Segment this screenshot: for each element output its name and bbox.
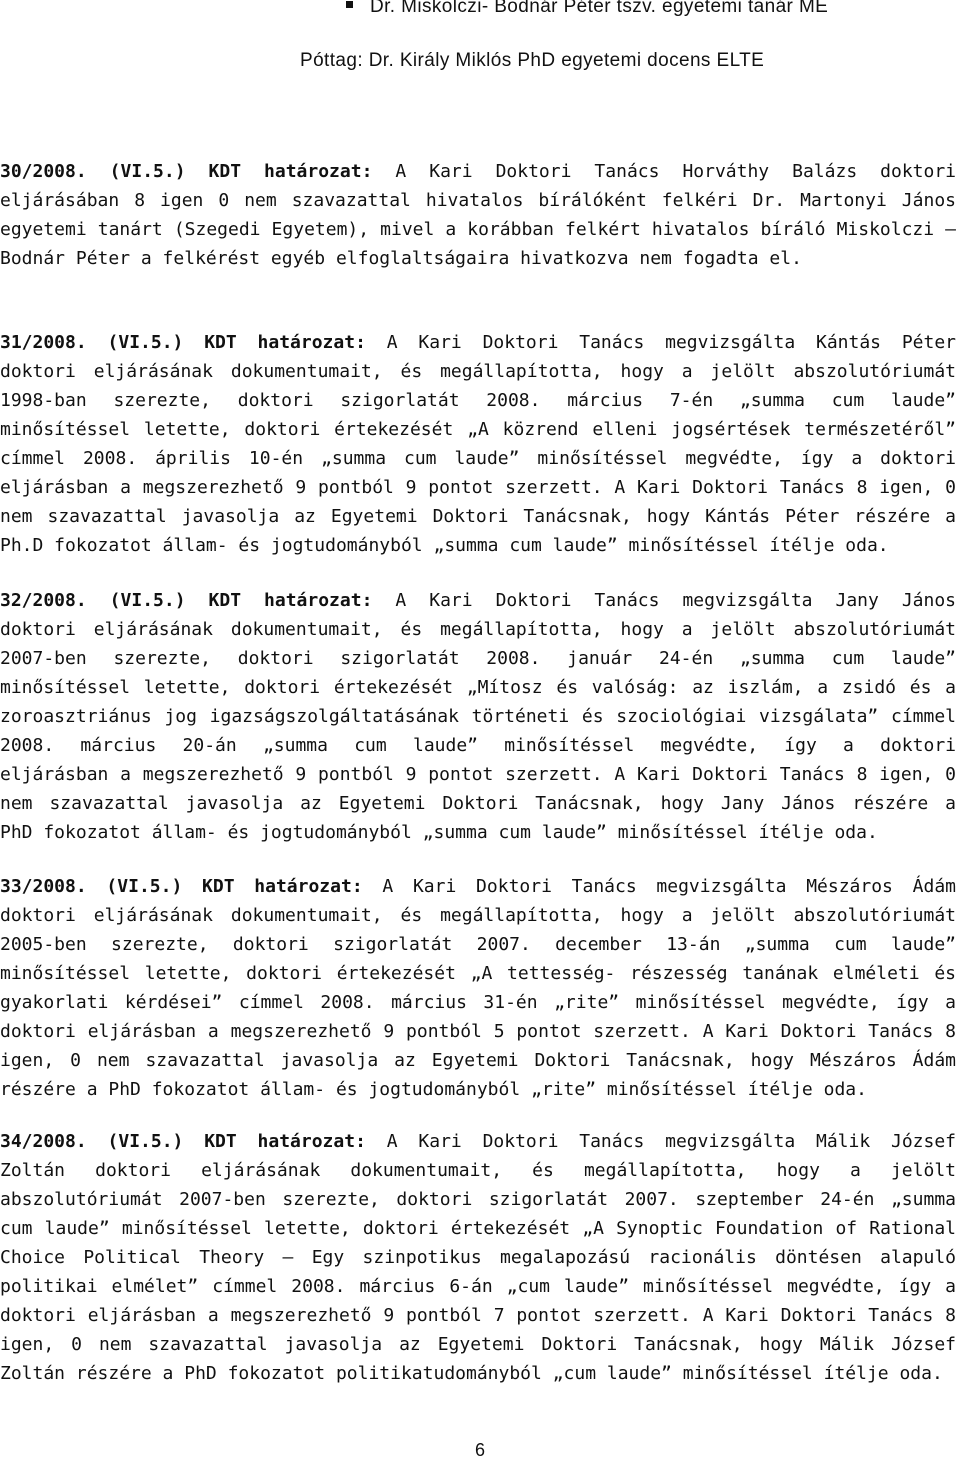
- resolution-text: címmel 2008. április 10-én „summa cum laude” minősítéssel megvédte, így a doktori: [0, 448, 956, 469]
- resolution-line: [0, 818, 956, 847]
- resolution-text: Bodnár Péter a felkérést egyéb elfoglaltságaira hivatkozva nem fogadta el.: [0, 248, 802, 269]
- resolution-34: [0, 1127, 956, 1388]
- resolution-text: A Kari Doktori Tanács megvizsgálta Mészáros Ádám: [362, 876, 956, 897]
- resolution-text: eljárásában 8 igen 0 nem szavazattal hivatalos bírálóként felkéri Dr. Martonyi János: [0, 190, 956, 211]
- resolution-number: 30/2008. (VI.5.) KDT határozat:: [0, 161, 373, 182]
- resolution-line: [0, 1156, 956, 1185]
- resolution-text: Ph.D fokozatot állam- és jogtudományból „summa cum laude” minősítéssel ítélje oda.: [0, 535, 889, 556]
- resolution-text: doktori eljárásának dokumentumait, és megállapította, hogy a jelölt abszolutóriumát: [0, 361, 956, 382]
- resolution-line: [0, 1359, 956, 1388]
- resolution-text: doktori eljárásban a megszerezhető 9 pontból 7 pontot szerzett. A Kari Doktori Tanács 8: [0, 1305, 956, 1326]
- resolution-line: [0, 1301, 956, 1330]
- resolution-line: [0, 901, 956, 930]
- resolution-line: [0, 760, 956, 789]
- resolution-text: Choice Political Theory – Egy szinpotikus megalapozású racionális döntésen alapuló: [0, 1247, 956, 1268]
- resolution-line: [0, 328, 956, 357]
- resolution-31: [0, 328, 956, 560]
- resolution-text: A Kari Doktori Tanács megvizsgálta Kántás Péter: [365, 332, 956, 353]
- resolution-line: [0, 415, 956, 444]
- resolution-text: 2007-ben szerezte, doktori szigorlatát 2008. január 24-én „summa cum laude”: [0, 648, 956, 669]
- resolution-line: [0, 1185, 956, 1214]
- resolution-line: [0, 702, 956, 731]
- resolution-text: cum laude” minősítéssel letette, doktori értekezését „A Synoptic Foundation of Rational: [0, 1218, 956, 1239]
- resolution-line: [0, 586, 956, 615]
- resolution-text: eljárásban a megszerezhető 9 pontból 9 pontot szerzett. A Kari Doktori Tanács 8 igen, 0: [0, 477, 956, 498]
- resolution-line: [0, 789, 956, 818]
- resolution-line: [0, 673, 956, 702]
- resolution-line: [0, 186, 956, 215]
- resolution-text: doktori eljárásban a megszerezhető 9 pontból 5 pontot szerzett. A Kari Doktori Tanács 8: [0, 1021, 956, 1042]
- resolution-text: Zoltán doktori eljárásának dokumentumait, és megállapította, hogy a jelölt: [0, 1160, 956, 1181]
- substitute-member-line: Póttag: Dr. Király Miklós PhD egyetemi docens ELTE: [300, 50, 765, 71]
- resolution-text: minősítéssel letette, doktori értekezését „A közrend elleni jogsértések természetéről”: [0, 419, 956, 440]
- resolution-text: minősítéssel letette, doktori értekezését „A tettesség- részesség tanának elméleti és: [0, 963, 956, 984]
- resolution-line: [0, 1272, 956, 1301]
- committee-member-line: [346, 0, 828, 18]
- resolution-number: 31/2008. (VI.5.) KDT határozat:: [0, 332, 366, 353]
- resolution-number: 33/2008. (VI.5.) KDT határozat:: [0, 876, 363, 897]
- resolution-line: [0, 930, 956, 959]
- page-number: 6: [474, 1440, 485, 1460]
- resolution-text: Zoltán részére a PhD fokozatot politikatudományból „cum laude” minősítéssel ítélje oda.: [0, 1363, 943, 1384]
- resolution-line: [0, 473, 956, 502]
- resolution-line: [0, 386, 956, 415]
- resolution-text: eljárásban a megszerezhető 9 pontból 9 pontot szerzett. A Kari Doktori Tanács 8 igen, 0: [0, 764, 956, 785]
- resolution-text: 2005-ben szerezte, doktori szigorlatát 2007. december 13-án „summa cum laude”: [0, 934, 956, 955]
- resolution-text: A Kari Doktori Tanács megvizsgálta Málik József: [365, 1131, 956, 1152]
- resolution-text: gyakorlati kérdései” címmel 2008. március 31-én „rite” minősítéssel megvédte, így a: [0, 992, 956, 1013]
- member-text: Dr. Miskolczi- Bodnár Péter tszv. egyetemi tanár ME: [370, 0, 829, 17]
- resolution-line: [0, 1075, 956, 1104]
- resolution-line: [0, 1214, 956, 1243]
- resolution-text: A Kari Doktori Tanács megvizsgálta Jany János: [372, 590, 956, 611]
- resolution-text: igen, 0 nem szavazattal javasolja az Egyetemi Doktori Tanácsnak, hogy Mészáros Ádám: [0, 1050, 956, 1071]
- resolution-line: [0, 644, 956, 673]
- resolution-text: 1998-ban szerezte, doktori szigorlatát 2008. március 7-én „summa cum laude”: [0, 390, 956, 411]
- resolution-text: zoroasztriánus jog igazságszolgáltatásának történeti és szociológiai vizsgálata” címmel: [0, 706, 956, 727]
- resolution-line: [0, 1127, 956, 1156]
- resolution-text: egyetemi tanárt (Szegedi Egyetem), mivel a korábban felkért hivatalos bíráló Miskolczi –: [0, 219, 956, 240]
- resolution-32: [0, 586, 956, 847]
- bullet-square-icon: [346, 1, 353, 8]
- resolution-text: részére a PhD fokozatot állam- és jogtudományból „rite” minősítéssel ítélje oda.: [0, 1079, 867, 1100]
- resolution-line: [0, 615, 956, 644]
- resolution-text: nem szavazattal javasolja az Egyetemi Doktori Tanácsnak, hogy Jany János részére a: [0, 793, 956, 814]
- resolution-number: 34/2008. (VI.5.) KDT határozat:: [0, 1131, 366, 1152]
- resolution-number: 32/2008. (VI.5.) KDT határozat:: [0, 590, 373, 611]
- resolution-line: [0, 1330, 956, 1359]
- resolution-line: [0, 1243, 956, 1272]
- resolution-text: igen, 0 nem szavazattal javasolja az Egyetemi Doktori Tanácsnak, hogy Málik József: [0, 1334, 956, 1355]
- resolution-line: [0, 1046, 956, 1075]
- resolution-line: [0, 731, 956, 760]
- resolution-line: [0, 215, 956, 244]
- resolution-text: minősítéssel letette, doktori értekezését „Mítosz és valóság: az iszlám, a zsidó és a: [0, 677, 956, 698]
- resolution-text: abszolutóriumát 2007-ben szerezte, doktori szigorlatát 2007. szeptember 24-én „summa: [0, 1189, 956, 1210]
- resolution-line: [0, 531, 956, 560]
- resolution-line: [0, 502, 956, 531]
- resolution-text: 2008. március 20-án „summa cum laude” minősítéssel megvédte, így a doktori: [0, 735, 956, 756]
- resolution-30: [0, 157, 956, 273]
- resolution-text: nem szavazattal javasolja az Egyetemi Doktori Tanácsnak, hogy Kántás Péter részére a: [0, 506, 956, 527]
- resolution-line: [0, 244, 956, 273]
- resolution-text: doktori eljárásának dokumentumait, és megállapította, hogy a jelölt abszolutóriumát: [0, 619, 956, 640]
- resolution-line: [0, 1017, 956, 1046]
- resolution-line: [0, 157, 956, 186]
- resolution-line: [0, 357, 956, 386]
- resolution-line: [0, 444, 956, 473]
- resolution-line: [0, 988, 956, 1017]
- resolution-line: [0, 872, 956, 901]
- resolution-text: A Kari Doktori Tanács Horváthy Balázs doktori: [372, 161, 956, 182]
- resolution-text: PhD fokozatot állam- és jogtudományból „summa cum laude” minősítéssel ítélje oda.: [0, 822, 878, 843]
- resolution-33: [0, 872, 956, 1104]
- resolution-text: doktori eljárásának dokumentumait, és megállapította, hogy a jelölt abszolutóriumát: [0, 905, 956, 926]
- resolution-text: politikai elmélet” címmel 2008. március 6-án „cum laude” minősítéssel megvédte, így a: [0, 1276, 956, 1297]
- resolution-line: [0, 959, 956, 988]
